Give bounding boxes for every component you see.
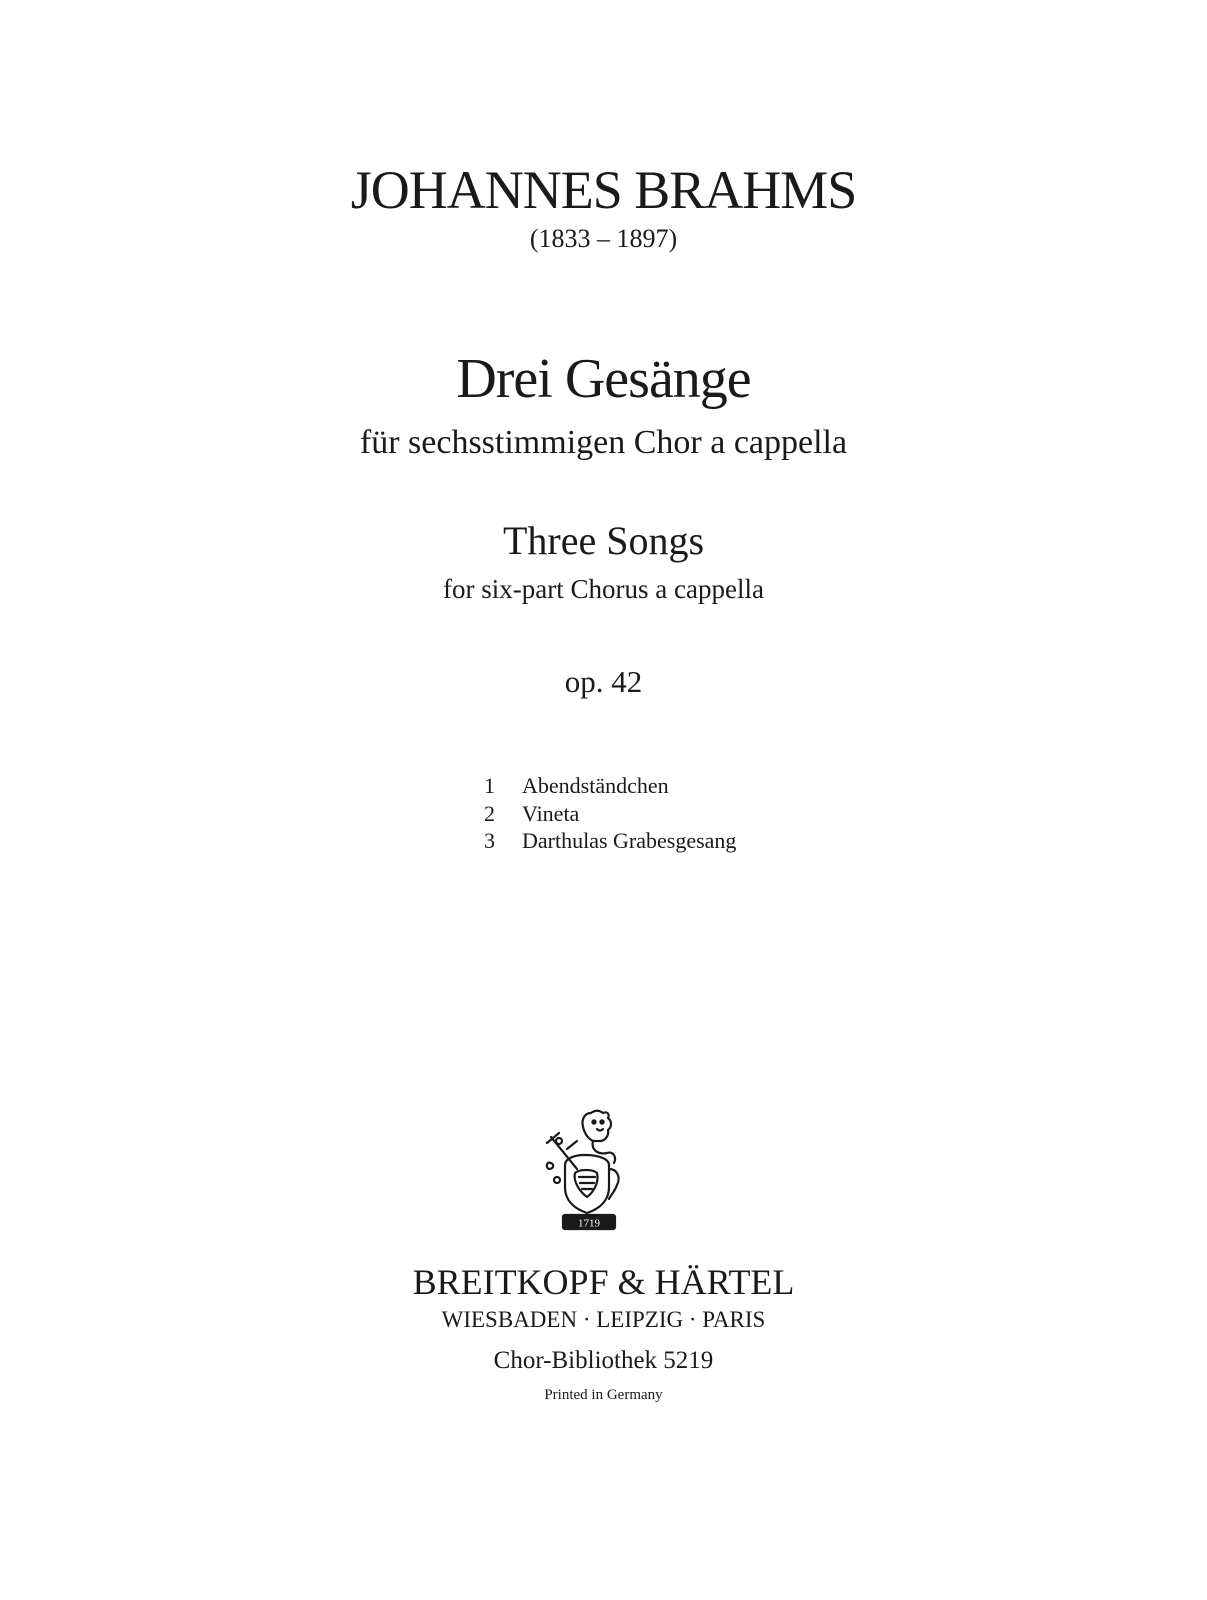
contents-list	[484, 772, 736, 855]
work-title-german: Drei Gesänge	[456, 348, 751, 410]
item-number: 3	[484, 828, 495, 853]
printed-notice: Printed in Germany	[544, 1387, 663, 1403]
list-item	[484, 827, 736, 855]
item-title: Darthulas Grabesgesang	[522, 828, 737, 853]
publisher-emblem-icon	[537, 1107, 633, 1233]
work-subtitle-german: für sechsstimmigen Chor a cappella	[359, 424, 848, 461]
item-number: 1	[484, 773, 495, 798]
work-title-english: Three Songs	[502, 518, 705, 563]
publisher-cities: WIESBADEN · LEIPZIG · PARIS	[441, 1307, 766, 1332]
composer-dates: (1833 – 1897)	[529, 224, 678, 253]
opus-number: op. 42	[564, 664, 643, 699]
work-subtitle-english: for six-part Chorus a cappella	[443, 574, 764, 604]
item-title: Abendständchen	[522, 773, 669, 798]
list-item	[484, 800, 736, 828]
composer-name: JOHANNES BRAHMS	[350, 160, 857, 220]
list-item	[484, 772, 736, 800]
publisher-name: BREITKOPF & HÄRTEL	[412, 1262, 795, 1302]
series-number: Chor-Bibliothek 5219	[493, 1347, 714, 1374]
item-number: 2	[484, 800, 495, 826]
item-title: Vineta	[522, 800, 580, 826]
emblem-year: 1719	[578, 1217, 600, 1230]
